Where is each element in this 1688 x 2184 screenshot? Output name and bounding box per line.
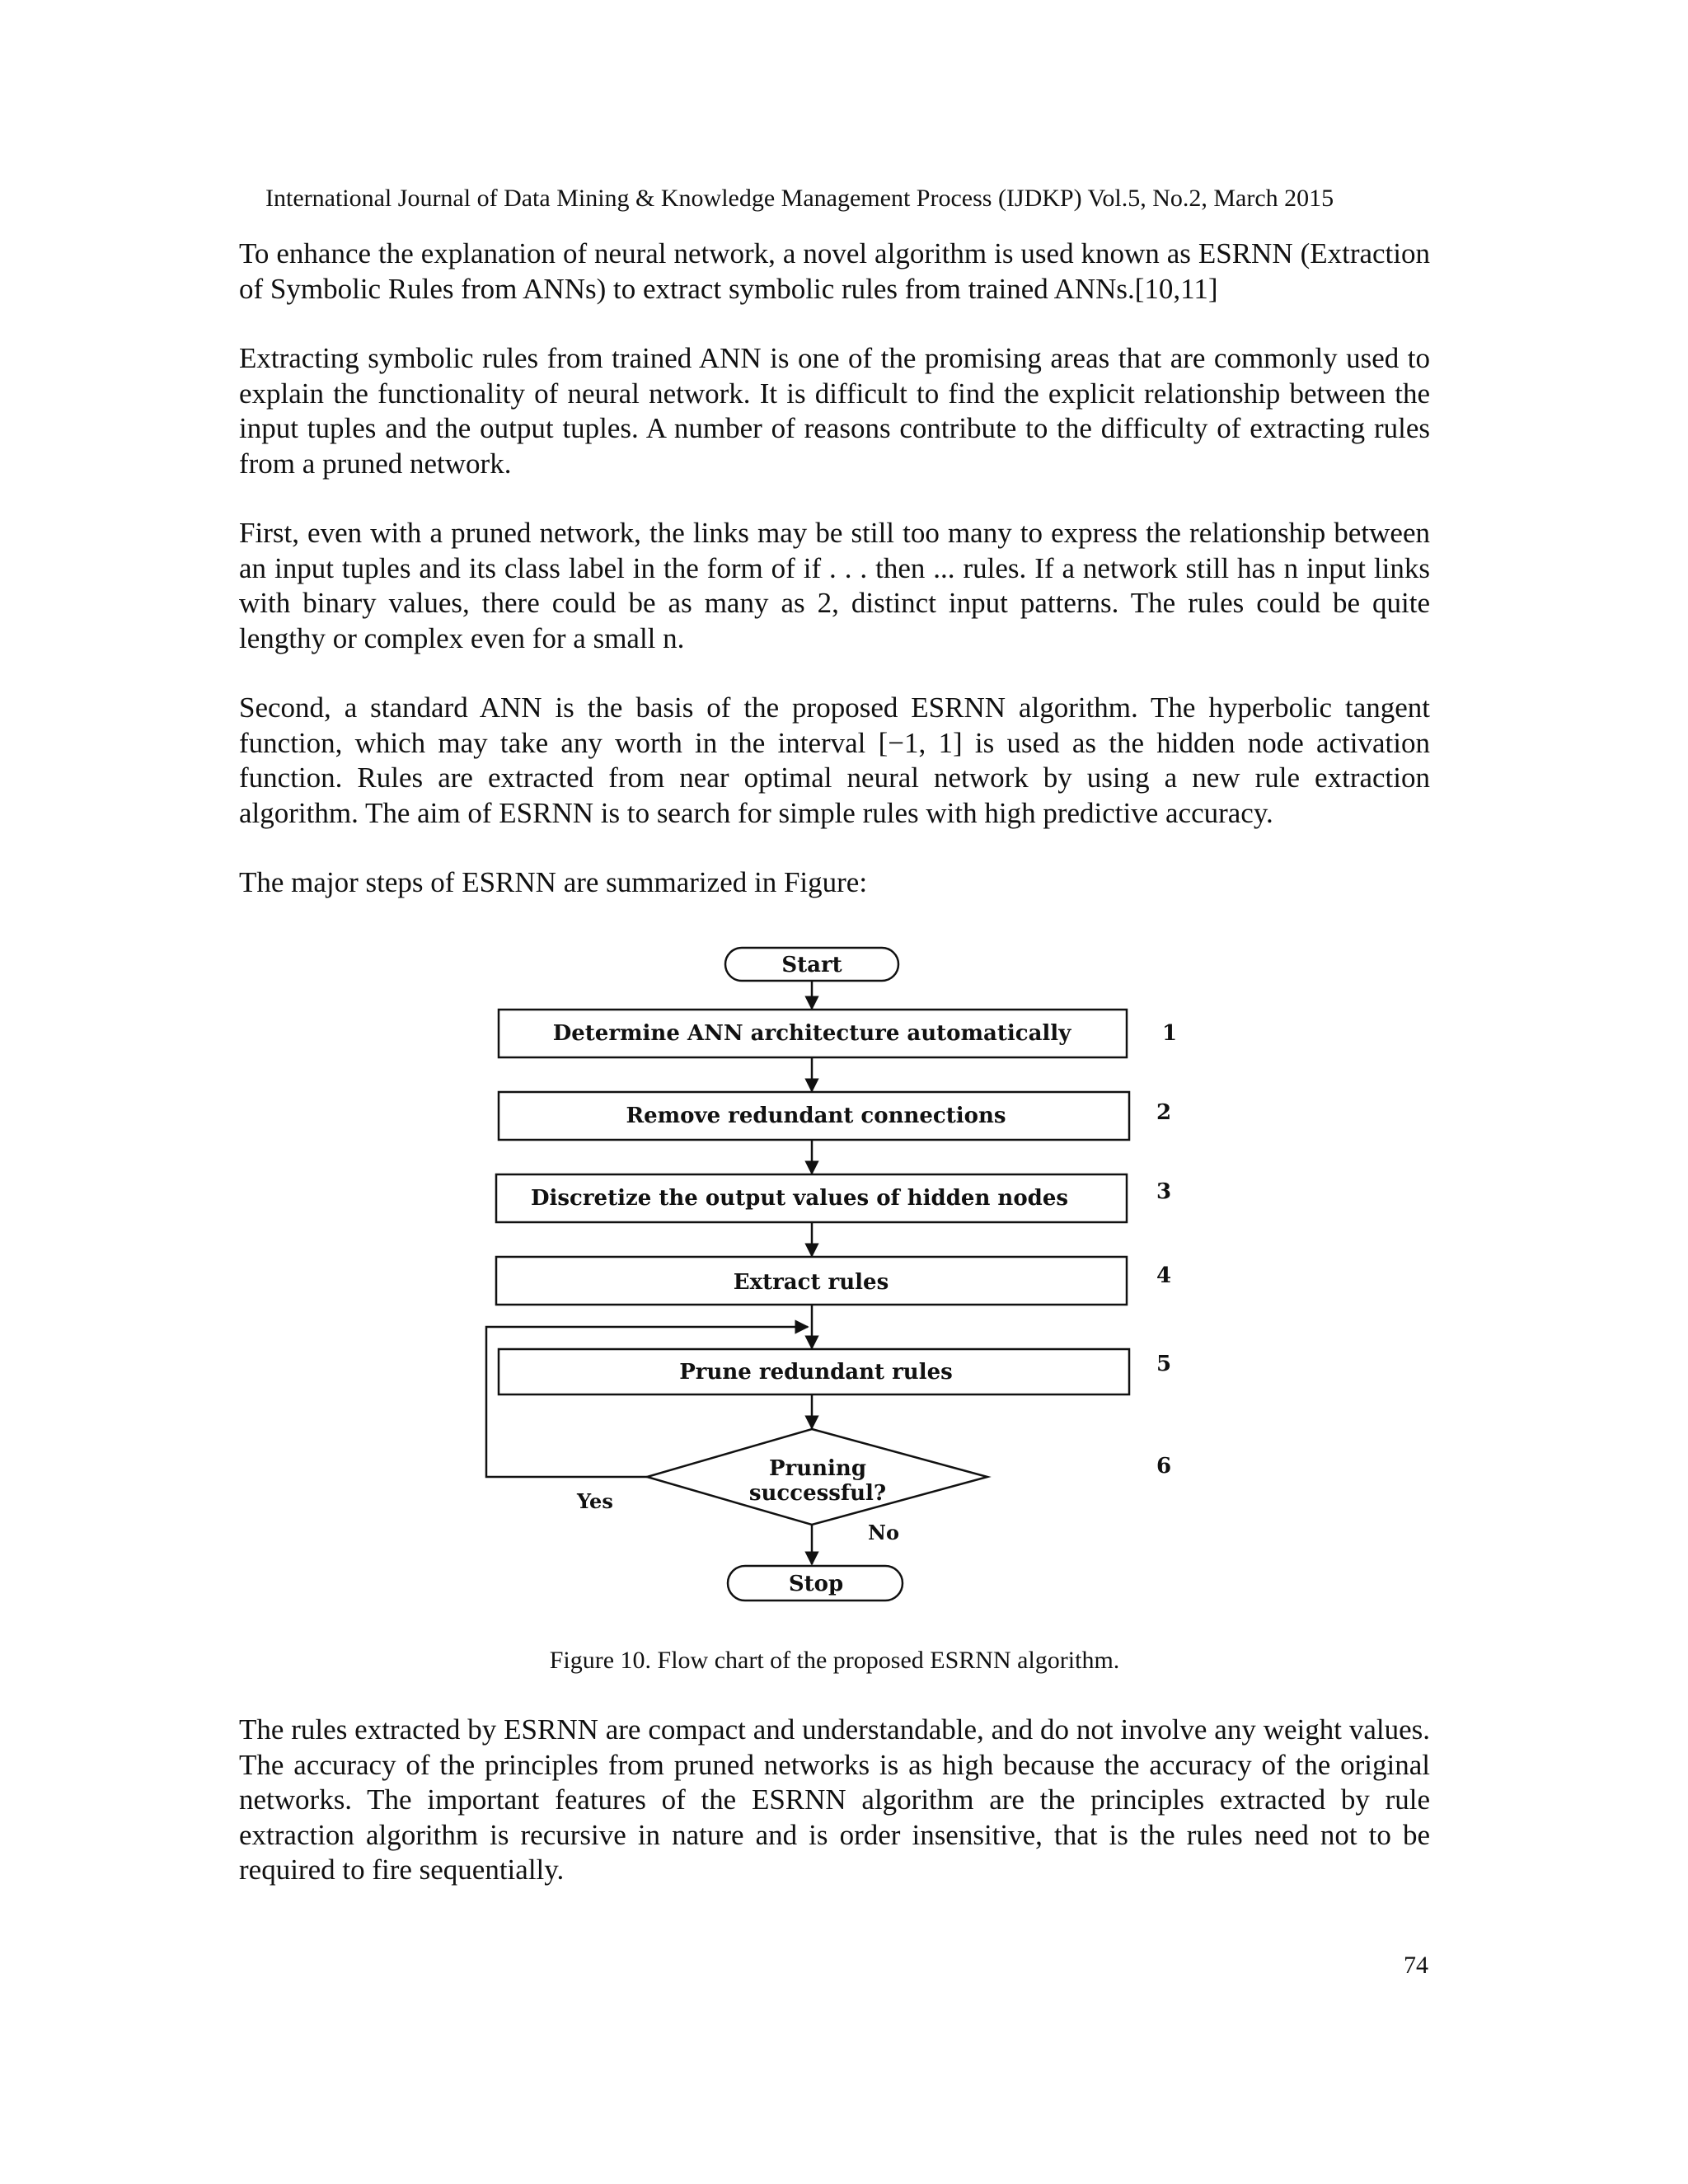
stop-label: Stop: [788, 1572, 844, 1596]
step-number-2: 2: [1156, 1100, 1172, 1125]
paragraph-major-steps: The major steps of ESRNN are summarized in Figure:: [239, 866, 868, 898]
decision-label-line2: successful?: [748, 1481, 887, 1506]
step-label-5: Prune redundant rules: [679, 1360, 953, 1385]
step-number-1: 1: [1162, 1021, 1178, 1046]
journal-header: International Journal of Data Mining & Knowledge Management Process (IJDKP) Vol.5, No.2, March 2015: [265, 185, 1334, 212]
step-label-3: Discretize the output values of hidden nodes: [530, 1186, 1069, 1211]
figure-caption: Figure 10. Flow chart of the proposed ESRNN algorithm.: [549, 1647, 1120, 1674]
step-number-6: 6: [1156, 1454, 1172, 1479]
decision-label-line1: Pruning: [768, 1456, 867, 1481]
no-label: No: [868, 1521, 899, 1544]
step-number-5: 5: [1156, 1352, 1172, 1376]
esrnn-flowchart: [470, 931, 1212, 1628]
step-label-1: Determine ANN architecture automatically: [552, 1021, 1071, 1046]
step-number-4: 4: [1156, 1263, 1172, 1288]
step-number-3: 3: [1156, 1179, 1172, 1204]
paragraph-second-reason: Second, a standard ANN is the basis of the proposed ESRNN algorithm. The hyperbolic tangent function, which may take any worth in the interval [−1, 1] is used as the hidden node activation function. Rules are extracted from near optimal neural network by using a new rule extraction algorithm. The aim of ESRNN is to search for simple rules with high predictive accuracy.: [239, 691, 1430, 829]
start-label: Start: [781, 953, 842, 977]
paragraph-extracting-rules: Extracting symbolic rules from trained ANN is one of the promising areas that are commonly used to explain the functionality of neural network. It is difficult to find the explicit relationship between the input tuples and the output tuples. A number of reasons contribute to the difficulty of extracting rules from a pruned network.: [239, 342, 1430, 480]
paragraph-conclusion: The rules extracted by ESRNN are compact and understandable, and do not involve any weight values. The accuracy of the principles from pruned networks is as high because the accuracy of the original networks. The important features of the ESRNN algorithm are the principles extracted by rule extraction algorithm is recursive in nature and is order insensitive, that is the rules need not to be required to fire sequentially.: [239, 1713, 1430, 1886]
yes-label: Yes: [577, 1489, 613, 1513]
step-label-2: Remove redundant connections: [626, 1104, 1006, 1128]
step-label-4: Extract rules: [733, 1270, 889, 1295]
paragraph-first-reason: First, even with a pruned network, the links may be still too many to express the relationship between an input tuples and its class label in the form of if . . . then ... rules. If a network still has n input links with binary values, there could be as many as 2, distinct input patterns. The rules could be quite lengthy or complex even for a small n.: [239, 517, 1430, 654]
page-number: 74: [1404, 1952, 1428, 1979]
paragraph-intro: To enhance the explanation of neural network, a novel algorithm is used known as ESRNN (Extraction of Symbolic Rules from ANNs) to extract symbolic rules from trained ANNs.[10,11]: [239, 237, 1430, 305]
